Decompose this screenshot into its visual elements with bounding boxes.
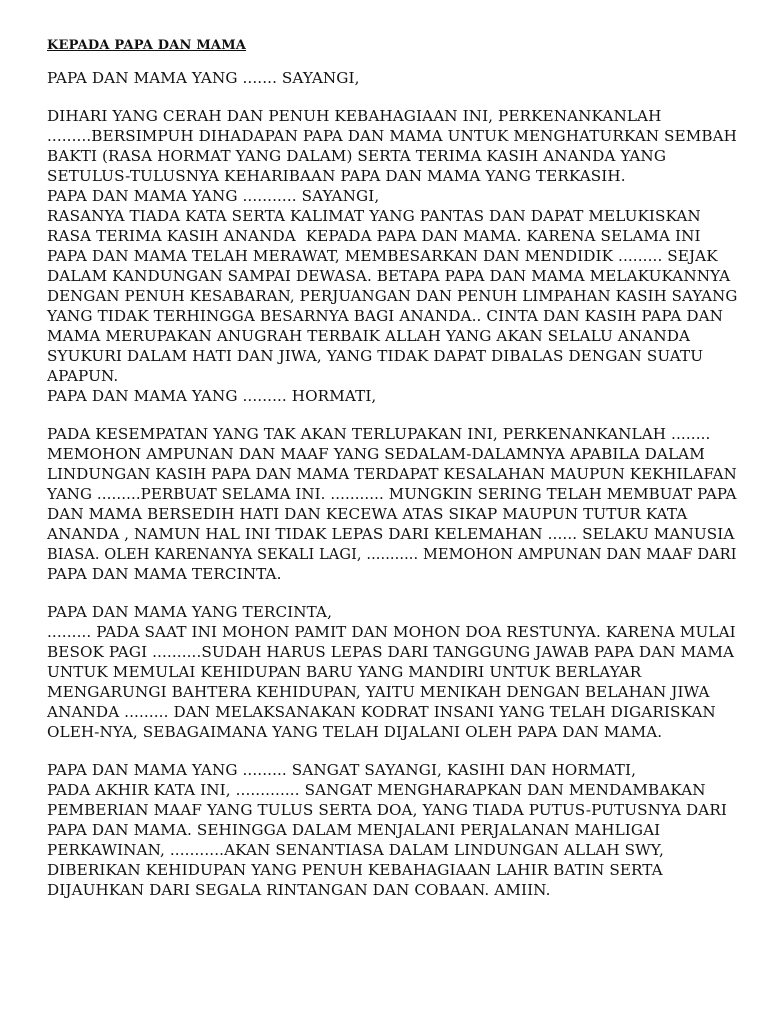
text-line: PADA AKHIR KATA INI, ............. SANGAT MENGHARAPKAN DAN MENDAMBAKAN	[47, 781, 706, 799]
text-line: ANANDA , NAMUN HAL INI TIDAK LEPAS DARI KELEMAHAN ...... SELAKU MANUSIA	[47, 525, 735, 543]
document-page	[47, 38, 737, 900]
paragraph-gap	[47, 88, 737, 106]
paragraph-gap	[47, 406, 737, 424]
text-line: PAPA DAN MAMA YANG ......... SANGAT SAYANGI, KASIHI DAN HORMATI,	[47, 761, 637, 779]
paragraph-gap	[47, 742, 737, 760]
text-line: .........BERSIMPUH DIHADAPAN PAPA DAN MAMA UNTUK MENGHATURKAN SEMBAH	[47, 127, 737, 145]
text-line: BESOK PAGI ..........SUDAH HARUS LEPAS DARI TANGGUNG JAWAB PAPA DAN MAMA	[47, 643, 735, 661]
paragraph-gap	[47, 584, 737, 602]
document-title: KEPADA PAPA DAN MAMA	[47, 38, 247, 53]
text-line: DIJAUHKAN DARI SEGALA RINTANGAN DAN COBAAN. AMIIN.	[47, 881, 551, 899]
text-line: YANG TIDAK TERHINGGA BESARNYA BAGI ANANDA.. CINTA DAN KASIH PAPA DAN	[47, 307, 724, 325]
text-line: PERKAWINAN, ...........AKAN SENANTIASA DALAM LINDUNGAN ALLAH SWY,	[47, 841, 664, 859]
text-line: MENGARUNGI BAHTERA KEHIDUPAN, YAITU MENIKAH DENGAN BELAHAN JIWA	[47, 683, 710, 701]
text-line: PADA KESEMPATAN YANG TAK AKAN TERLUPAKAN INI, PERKENANKANLAH ........	[47, 425, 711, 443]
text-line: PAPA DAN MAMA YANG TERCINTA,	[47, 603, 333, 621]
text-line: RASANYA TIADA KATA SERTA KALIMAT YANG PANTAS DAN DAPAT MELUKISKAN	[47, 207, 701, 225]
text-line: PEMBERIAN MAAF YANG TULUS SERTA DOA, YANG TIADA PUTUS-PUTUSNYA DARI	[47, 801, 727, 819]
text-line: PAPA DAN MAMA. SEHINGGA DALAM MENJALANI PERJALANAN MAHLIGAI	[47, 821, 661, 839]
text-line: APAPUN.	[47, 367, 119, 385]
text-line: PAPA DAN MAMA TELAH MERAWAT, MEMBESARKAN DAN MENDIDIK ......... SEJAK	[47, 247, 718, 265]
text-line: PAPA DAN MAMA YANG ....... SAYANGI,	[47, 69, 360, 87]
text-line: ANANDA ......... DAN MELAKSANAKAN KODRAT INSANI YANG TELAH DIGARISKAN	[47, 703, 716, 721]
text-line: BAKTI (RASA HORMAT YANG DALAM) SERTA TERIMA KASIH ANANDA YANG	[47, 147, 667, 165]
text-line: LINDUNGAN KASIH PAPA DAN MAMA TERDAPAT KESALAHAN MAUPUN KEKHILAFAN	[47, 465, 737, 483]
text-line: DIHARI YANG CERAH DAN PENUH KEBAHAGIAAN INI, PERKENANKANLAH	[47, 107, 662, 125]
text-line: DIBERIKAN KEHIDUPAN YANG PENUH KEBAHAGIAAN LAHIR BATIN SERTA	[47, 861, 663, 879]
text-line: DAN MAMA BERSEDIH HATI DAN KECEWA ATAS SIKAP MAUPUN TUTUR KATA	[47, 505, 688, 523]
text-line: YANG .........PERBUAT SELAMA INI. ........... MUNGKIN SERING TELAH MEMBUAT PAPA	[47, 485, 737, 503]
text-line: PAPA DAN MAMA YANG ........... SAYANGI,	[47, 187, 380, 205]
text-line: BIASA. OLEH KARENANYA SEKALI LAGI, ........... MEMOHON AMPUNAN DAN MAAF DARI	[47, 545, 737, 563]
text-line: DENGAN PENUH KESABARAN, PERJUANGAN DAN PENUH LIMPAHAN KASIH SAYANG	[47, 287, 738, 305]
text-line: DALAM KANDUNGAN SAMPAI DEWASA. BETAPA PAPA DAN MAMA MELAKUKANNYA	[47, 267, 731, 285]
text-line: PAPA DAN MAMA YANG ......... HORMATI,	[47, 387, 377, 405]
text-line: MEMOHON AMPUNAN DAN MAAF YANG SEDALAM-DALAMNYA APABILA DALAM	[47, 445, 705, 463]
document-body	[47, 68, 737, 900]
text-line: UNTUK MEMULAI KEHIDUPAN BARU YANG MANDIRI UNTUK BERLAYAR	[47, 663, 642, 681]
text-line: SYUKURI DALAM HATI DAN JIWA, YANG TIDAK DAPAT DIBALAS DENGAN SUATU	[47, 347, 704, 365]
text-line: MAMA MERUPAKAN ANUGRAH TERBAIK ALLAH YANG AKAN SELALU ANANDA	[47, 327, 691, 345]
text-line: ......... PADA SAAT INI MOHON PAMIT DAN MOHON DOA RESTUNYA. KARENA MULAI	[47, 623, 736, 641]
text-line: RASA TERIMA KASIH ANANDA KEPADA PAPA DAN MAMA. KARENA SELAMA INI	[47, 227, 701, 245]
text-line: OLEH-NYA, SEBAGAIMANA YANG TELAH DIJALANI OLEH PAPA DAN MAMA.	[47, 723, 663, 741]
text-line: SETULUS-TULUSNYA KEHARIBAAN PAPA DAN MAMA YANG TERKASIH.	[47, 167, 626, 185]
text-line: PAPA DAN MAMA TERCINTA.	[47, 565, 282, 583]
